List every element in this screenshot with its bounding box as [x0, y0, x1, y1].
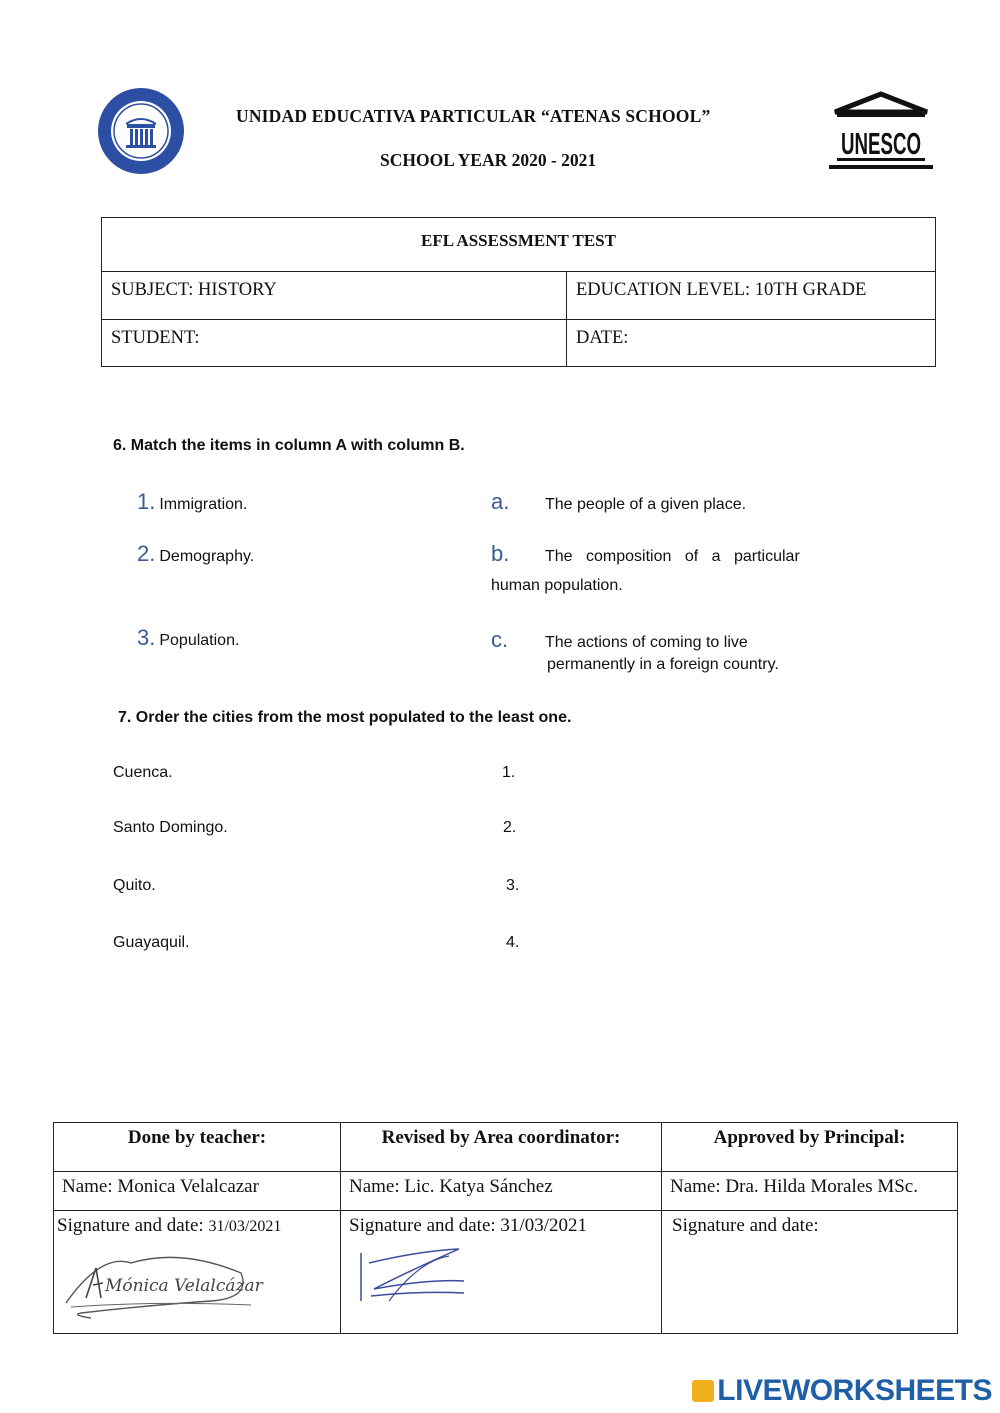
col-a-item-3	[137, 625, 239, 651]
date-field[interactable]: DATE:	[567, 320, 936, 367]
signature-label: Signature and date:	[57, 1215, 204, 1236]
q6-title: 6. Match the items in column A with column B.	[113, 437, 465, 454]
level-cell: EDUCATION LEVEL: 10TH GRADE	[567, 272, 936, 320]
item-letter: c.	[491, 627, 509, 652]
principal-header: Approved by Principal:	[662, 1123, 958, 1172]
item-number: 2.	[137, 541, 156, 566]
city-item: Quito.	[113, 877, 156, 894]
student-field[interactable]: STUDENT:	[102, 320, 567, 367]
item-text: The composition of a particular	[545, 548, 800, 565]
item-letter: b.	[491, 541, 510, 566]
teacher-signature	[61, 1243, 332, 1329]
subject-cell: SUBJECT: HISTORY	[102, 272, 567, 320]
signature-label: Signature and date: 31/03/2021	[349, 1215, 587, 1236]
signature-date: 31/03/2021	[208, 1218, 282, 1235]
coordinator-signature	[349, 1241, 653, 1317]
col-b-item-c-cont: permanently in a foreign country.	[547, 656, 779, 673]
coordinator-name: Name: Lic. Katya Sánchez	[341, 1172, 662, 1211]
unesco-text: UNESCO	[841, 126, 921, 161]
principal-name: Name: Dra. Hilda Morales MSc.	[662, 1172, 958, 1211]
answer-slot[interactable]: 3.	[506, 877, 520, 894]
principal-signature-cell[interactable]	[662, 1211, 958, 1334]
coordinator-header: Revised by Area coordinator:	[341, 1123, 662, 1172]
city-item: Guayaquil.	[113, 934, 190, 951]
teacher-signature-cell	[54, 1211, 341, 1334]
col-a-item-1	[137, 489, 247, 515]
col-b-item-a	[491, 489, 746, 515]
signature-script: Mónica Velalcázar	[105, 1276, 263, 1296]
liveworksheets-logo[interactable]: LIVEWORKSHEETS	[692, 1374, 992, 1408]
test-title: EFL ASSESSMENT TEST	[102, 218, 936, 272]
col-b-item-c	[491, 627, 748, 653]
item-letter: a.	[491, 489, 510, 514]
signature-table	[53, 1122, 958, 1334]
info-table	[101, 217, 936, 367]
lws-icon	[692, 1380, 714, 1402]
school-logo	[96, 86, 186, 176]
teacher-name: Name: Monica Velalcazar	[54, 1172, 341, 1211]
answer-slot[interactable]: 1.	[502, 764, 516, 781]
signature-label: Signature and date:	[672, 1215, 819, 1236]
item-text: Immigration.	[159, 496, 248, 513]
item-number: 1.	[137, 489, 156, 514]
school-year: SCHOOL YEAR 2020 - 2021	[380, 150, 597, 170]
school-name: UNIDAD EDUCATIVA PARTICULAR “ATENAS SCHOOL”	[236, 106, 711, 126]
q7-title: 7. Order the cities from the most populated to the least one.	[118, 709, 572, 726]
city-item: Cuenca.	[113, 764, 173, 781]
item-text: Demography.	[159, 548, 255, 565]
item-text: The people of a given place.	[545, 496, 747, 513]
item-number: 3.	[137, 625, 156, 650]
teacher-header: Done by teacher:	[54, 1123, 341, 1172]
col-b-item-b	[491, 541, 831, 567]
item-text: The actions of coming to live	[545, 634, 748, 651]
answer-slot[interactable]: 2.	[503, 819, 517, 836]
city-item: Santo Domingo.	[113, 819, 228, 836]
item-text: Population.	[159, 632, 240, 649]
answer-slot[interactable]: 4.	[506, 934, 520, 951]
coordinator-signature-cell	[341, 1211, 662, 1334]
unesco-logo	[827, 92, 935, 174]
col-b-item-b-cont: human population.	[491, 577, 623, 594]
col-a-item-2	[137, 541, 254, 567]
